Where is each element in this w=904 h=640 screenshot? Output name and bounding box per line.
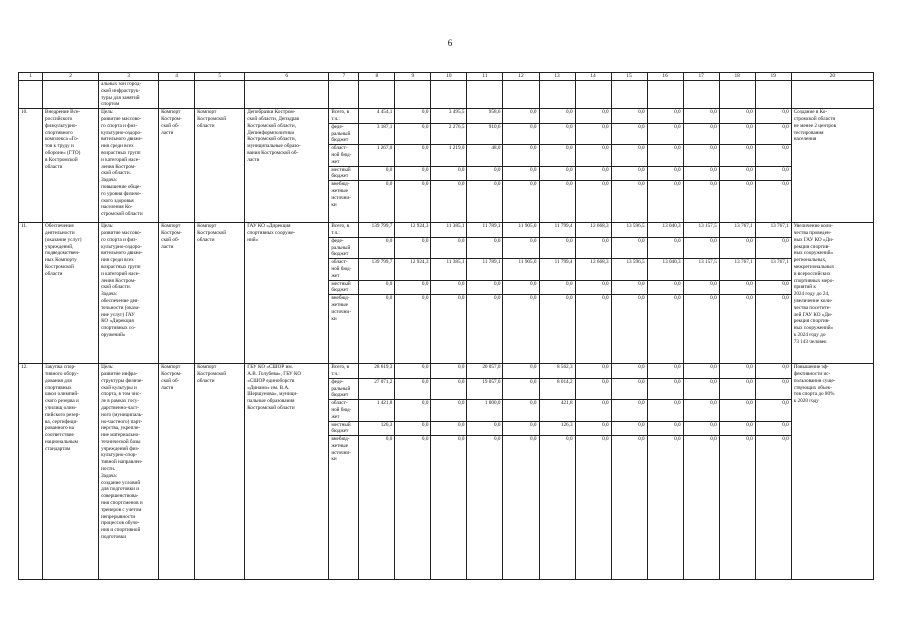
funding-value: 0,0 bbox=[719, 237, 755, 258]
funding-source-label: Всего, в т.ч.: bbox=[329, 223, 359, 238]
funding-value: 0,0 bbox=[719, 109, 755, 124]
funding-value: 0,0 bbox=[359, 436, 395, 580]
funding-value: 12 924,3 bbox=[395, 223, 431, 238]
funding-value: 1 219,0 bbox=[431, 145, 467, 166]
column-number-20: 20 bbox=[791, 73, 873, 81]
activity-participants: ГБУ КО «СШОР им. А.В. Голубева», ГБУ КО «СШОР единоборств «Динамо» им. В.А. Шершунова», муници- пальные образования Костромской области bbox=[245, 364, 329, 580]
funding-value: 0,0 bbox=[755, 378, 791, 399]
funding-value: 0,0 bbox=[683, 237, 719, 258]
funding-value: 0,0 bbox=[647, 237, 683, 258]
funding-value: 13 767,1 bbox=[755, 223, 791, 238]
funding-value: 11 789,1 bbox=[467, 223, 503, 238]
funding-value: 11 385,1 bbox=[431, 223, 467, 238]
funding-value: 0,0 bbox=[755, 436, 791, 580]
funding-value: 0,0 bbox=[467, 181, 503, 223]
funding-value: 0,0 bbox=[359, 237, 395, 258]
funding-value: 27 071,2 bbox=[359, 378, 395, 399]
funding-value: 0,0 bbox=[503, 237, 539, 258]
funding-value: 0,0 bbox=[395, 237, 431, 258]
funding-source-label: област- ной бюд- жет bbox=[329, 145, 359, 166]
funding-value: 0,0 bbox=[611, 123, 647, 144]
funding-value: 1 000,0 bbox=[467, 400, 503, 421]
funding-value: 11 385,1 bbox=[431, 259, 467, 280]
funding-value: 0,0 bbox=[647, 123, 683, 144]
funding-value: 0,0 bbox=[683, 378, 719, 399]
funding-value: 11 789,1 bbox=[467, 259, 503, 280]
funding-value: 0,0 bbox=[359, 181, 395, 223]
funding-value: 0,0 bbox=[575, 436, 611, 580]
funding-source-label: феде- ральный бюджет bbox=[329, 237, 359, 258]
funding-value: 0,0 bbox=[719, 181, 755, 223]
funding-value: 0,0 bbox=[575, 109, 611, 124]
funding-value: 0,0 bbox=[611, 378, 647, 399]
funding-value: 0,0 bbox=[539, 166, 575, 181]
funding-value: 910,6 bbox=[467, 123, 503, 144]
funding-value: 0,0 bbox=[431, 421, 467, 436]
funding-source-label: област- ной бюд- жет bbox=[329, 259, 359, 280]
funding-source-label: област- ной бюд- жет bbox=[329, 400, 359, 421]
column-number-7: 7 bbox=[329, 73, 359, 81]
column-number-16: 16 bbox=[647, 73, 683, 81]
funding-value: 0,0 bbox=[647, 295, 683, 364]
funding-value: 12 668,3 bbox=[575, 223, 611, 238]
funding-value: 0,0 bbox=[539, 295, 575, 364]
funding-value: 13 767,1 bbox=[755, 259, 791, 280]
funding-value: 0,0 bbox=[575, 280, 611, 295]
activity-name: Внедрение Все- российского физкультурно- спортивного комплекса «Го- тов к труду и обороне» (ГТО) в Костромской области bbox=[43, 109, 99, 223]
funding-value: 3 187,1 bbox=[359, 123, 395, 144]
column-number-row bbox=[19, 73, 874, 81]
funding-source-label: Всего, в т.ч.: bbox=[329, 109, 359, 124]
activity-goal: Цель: развитие инфра- структуры физиче- ской культуры и спорта, в том чис- ле в рамках госу- дарственно-част- ного (муниципаль- но-частного) парт- нерства, укрепле- ние материально- технической базы учреждений физ- культурно-спор- тивной направлен- ности. Задача: создание условий для подготовки и совершенствова- ния спортсменов и тренеров с учетом непрерывности процессов обуче- ния и спортивной подготовки bbox=[99, 364, 159, 580]
funding-value: 19 057,0 bbox=[467, 378, 503, 399]
funding-value: 0,0 bbox=[611, 166, 647, 181]
funding-value: 13 767,1 bbox=[719, 223, 755, 238]
funding-value: 1 421,8 bbox=[359, 400, 395, 421]
funding-value: 0,0 bbox=[575, 295, 611, 364]
funding-value: 0,0 bbox=[611, 364, 647, 379]
funding-value: 0,0 bbox=[467, 421, 503, 436]
funding-value: 0,0 bbox=[431, 378, 467, 399]
funding-source-label: местный бюджет bbox=[329, 166, 359, 181]
funding-value: 139 799,7 bbox=[359, 223, 395, 238]
funding-value: 0,0 bbox=[503, 181, 539, 223]
table-row bbox=[19, 223, 874, 238]
funding-value: 0,0 bbox=[755, 364, 791, 379]
funding-value: 0,0 bbox=[395, 364, 431, 379]
funding-value: 0,0 bbox=[395, 123, 431, 144]
funding-value: 0,0 bbox=[575, 378, 611, 399]
column-number-1: 1 bbox=[19, 73, 43, 81]
column-number-13: 13 bbox=[539, 73, 575, 81]
funding-value: 0,0 bbox=[719, 145, 755, 166]
funding-value: 0,0 bbox=[719, 400, 755, 421]
funding-value: 12 668,3 bbox=[575, 259, 611, 280]
activity-participants: ГАУ КО «Дирекция спортивных сооруже- ний» bbox=[245, 223, 329, 364]
funding-value: 0,0 bbox=[503, 123, 539, 144]
column-number-8: 8 bbox=[359, 73, 395, 81]
funding-value: 13 157,5 bbox=[683, 223, 719, 238]
column-number-2: 2 bbox=[43, 73, 99, 81]
funding-value: 0,0 bbox=[467, 295, 503, 364]
funding-value: 0,0 bbox=[539, 237, 575, 258]
column-number-5: 5 bbox=[195, 73, 245, 81]
funding-value: 0,0 bbox=[755, 400, 791, 421]
activity-goal: Цель: развитие массово- го спорта и физ- культурно-оздоро- вительного движе- ния среди всех возрастных групп и категорий насе- ления Костром- ской области. Задача: повышение обще- го уровня физиче- ского здоровья населения Ко- стромской области bbox=[99, 109, 159, 223]
funding-value: 0,0 bbox=[575, 237, 611, 258]
funding-value: 0,0 bbox=[683, 181, 719, 223]
funding-value: 0,0 bbox=[647, 364, 683, 379]
funding-value: 0,0 bbox=[683, 166, 719, 181]
column-number-4: 4 bbox=[159, 73, 195, 81]
funding-value: 0,0 bbox=[575, 166, 611, 181]
funding-value: 0,0 bbox=[611, 145, 647, 166]
column-number-10: 10 bbox=[431, 73, 467, 81]
funding-source-label: Всего, в т.ч.: bbox=[329, 364, 359, 379]
funding-value: 0,0 bbox=[359, 295, 395, 364]
funding-value: 0,0 bbox=[611, 436, 647, 580]
funding-value: 0,0 bbox=[359, 166, 395, 181]
funding-value: 0,0 bbox=[431, 364, 467, 379]
funding-source-label: внебюд- жетные источни- ки bbox=[329, 181, 359, 223]
funding-value: 0,0 bbox=[719, 280, 755, 295]
funding-value: 20 057,0 bbox=[467, 364, 503, 379]
funding-value: 0,0 bbox=[395, 145, 431, 166]
funding-value: 0,0 bbox=[683, 400, 719, 421]
table-row bbox=[19, 109, 874, 124]
funding-value: 0,0 bbox=[611, 237, 647, 258]
funding-value: 0,0 bbox=[683, 123, 719, 144]
funding-value: 0,0 bbox=[755, 181, 791, 223]
funding-value: 13 040,3 bbox=[647, 259, 683, 280]
funding-value: 4 454,1 bbox=[359, 109, 395, 124]
funding-value: 0,0 bbox=[395, 378, 431, 399]
funding-value: 0,0 bbox=[503, 364, 539, 379]
column-number-12: 12 bbox=[503, 73, 539, 81]
funding-value: 0,0 bbox=[539, 145, 575, 166]
funding-value: 139 799,7 bbox=[359, 259, 395, 280]
funding-value: 0,0 bbox=[431, 166, 467, 181]
funding-value: 0,0 bbox=[575, 123, 611, 144]
carry-over-row bbox=[19, 81, 874, 109]
row-number: 11. bbox=[19, 223, 43, 364]
activity-goal: Цель: развитие массово- го спорта и физ- культурно-оздоро- вительного движе- ния среди всех возрастных групп и категорий насе- ления Костром- ской области. Задача: обеспечение дея- тельности (оказа- ние услуг) ГАУ КО «Дирекция спортивных со- оружений» bbox=[99, 223, 159, 364]
column-number-6: 6 bbox=[245, 73, 329, 81]
funding-value: 0,0 bbox=[539, 123, 575, 144]
funding-value: 0,0 bbox=[611, 181, 647, 223]
funding-value: 0,0 bbox=[755, 166, 791, 181]
funding-value: 0,0 bbox=[755, 295, 791, 364]
activity-name: Закупка спор- тивного обору- дования для спортивных школ олимпий- ского резерва и училищ олим- пийского резер- ва, сертифици- рованного на соответствие национальным стандартам bbox=[43, 364, 99, 580]
funding-value: 11 905,0 bbox=[503, 223, 539, 238]
funding-value: 0,0 bbox=[755, 280, 791, 295]
funding-value: 0,0 bbox=[719, 378, 755, 399]
funding-value: 0,0 bbox=[647, 436, 683, 580]
funding-value: 0,0 bbox=[647, 378, 683, 399]
table-row bbox=[19, 364, 874, 379]
funding-value: 0,0 bbox=[611, 400, 647, 421]
activity-executor: Компорт Костромской области bbox=[195, 109, 245, 223]
funding-value: 13 157,5 bbox=[683, 259, 719, 280]
funding-source-label: феде- ральный бюджет bbox=[329, 123, 359, 144]
funding-value: 0,0 bbox=[683, 436, 719, 580]
funding-value: 0,0 bbox=[575, 145, 611, 166]
funding-value: 0,0 bbox=[683, 109, 719, 124]
funding-value: 12 924,3 bbox=[395, 259, 431, 280]
funding-value: 0,0 bbox=[503, 400, 539, 421]
funding-source-label: внебюд- жетные источни- ки bbox=[329, 295, 359, 364]
funding-value: 0,0 bbox=[683, 280, 719, 295]
funding-value: 0,0 bbox=[647, 166, 683, 181]
funding-value: 0,0 bbox=[719, 166, 755, 181]
funding-value: 0,0 bbox=[647, 109, 683, 124]
funding-value: 2 276,5 bbox=[431, 123, 467, 144]
activity-participants: Депобразки Костром- ской области, Депздрав Костромской области, Депинформполитики Костромской области, муниципальные образо- вания Костромской об- ласти bbox=[245, 109, 329, 223]
funding-source-label: внебюд- жетные источни- ки bbox=[329, 436, 359, 580]
column-number-9: 9 bbox=[395, 73, 431, 81]
funding-value: 0,0 bbox=[575, 181, 611, 223]
funding-value: 11 905,0 bbox=[503, 259, 539, 280]
funding-value: 0,0 bbox=[431, 181, 467, 223]
activity-customer: Компорт Костром- ской об- ласти bbox=[159, 223, 195, 364]
expected-result: Повышение эф- фективности ис- пользования суще- ствующих объек- тов спорта до 80% к 2020 году bbox=[791, 364, 873, 580]
funding-value: 0,0 bbox=[575, 364, 611, 379]
column-number-14: 14 bbox=[575, 73, 611, 81]
funding-value: 0,0 bbox=[719, 123, 755, 144]
funding-value: 0,0 bbox=[503, 166, 539, 181]
funding-value: 1 267,0 bbox=[359, 145, 395, 166]
funding-value: 958,6 bbox=[467, 109, 503, 124]
funding-value: 0,0 bbox=[647, 421, 683, 436]
funding-value: 0,0 bbox=[359, 280, 395, 295]
funding-value: 0,0 bbox=[539, 181, 575, 223]
funding-value: 126,3 bbox=[539, 421, 575, 436]
funding-value: 0,0 bbox=[575, 421, 611, 436]
funding-value: 0,0 bbox=[755, 237, 791, 258]
program-activities-table bbox=[18, 72, 874, 580]
funding-value: 0,0 bbox=[431, 400, 467, 421]
funding-value: 0,0 bbox=[395, 280, 431, 295]
funding-value: 0,0 bbox=[539, 109, 575, 124]
row-number: 10. bbox=[19, 109, 43, 223]
funding-value: 0,0 bbox=[395, 295, 431, 364]
funding-value: 0,0 bbox=[395, 109, 431, 124]
funding-value: 0,0 bbox=[719, 364, 755, 379]
activity-executor: Компорт Костромской области bbox=[195, 364, 245, 580]
carry-over-text: альных зон город- ской инфраструк- туры для занятий спортом bbox=[99, 81, 159, 109]
funding-value: 13 596,5 bbox=[611, 223, 647, 238]
funding-value: 0,0 bbox=[431, 280, 467, 295]
funding-source-label: местный бюджет bbox=[329, 421, 359, 436]
funding-value: 0,0 bbox=[467, 436, 503, 580]
funding-value: 8 014,2 bbox=[539, 378, 575, 399]
funding-value: 0,0 bbox=[395, 436, 431, 580]
funding-value: 0,0 bbox=[503, 109, 539, 124]
column-number-17: 17 bbox=[683, 73, 719, 81]
funding-value: 11 799,4 bbox=[539, 259, 575, 280]
funding-value: 13 040,3 bbox=[647, 223, 683, 238]
funding-value: 0,0 bbox=[431, 436, 467, 580]
funding-value: 0,0 bbox=[647, 145, 683, 166]
funding-value: 0,0 bbox=[395, 400, 431, 421]
funding-value: 0,0 bbox=[395, 421, 431, 436]
funding-value: 0,0 bbox=[503, 421, 539, 436]
activity-customer: Компорт Костром- ской об- ласти bbox=[159, 364, 195, 580]
funding-value: 0,0 bbox=[539, 280, 575, 295]
funding-value: 0,0 bbox=[503, 280, 539, 295]
funding-value: 0,0 bbox=[467, 166, 503, 181]
activity-executor: Компорт Костромской области bbox=[195, 223, 245, 364]
funding-value: 0,0 bbox=[719, 295, 755, 364]
funding-value: 0,0 bbox=[467, 280, 503, 295]
funding-value: 0,0 bbox=[683, 295, 719, 364]
column-number-18: 18 bbox=[719, 73, 755, 81]
funding-value: 28 619,3 bbox=[359, 364, 395, 379]
column-number-19: 19 bbox=[755, 73, 791, 81]
funding-value: 0,0 bbox=[431, 295, 467, 364]
funding-value: 3 495,5 bbox=[431, 109, 467, 124]
funding-value: 0,0 bbox=[395, 166, 431, 181]
funding-value: 0,0 bbox=[575, 400, 611, 421]
funding-value: 0,0 bbox=[395, 181, 431, 223]
funding-value: 0,0 bbox=[431, 237, 467, 258]
column-number-15: 15 bbox=[611, 73, 647, 81]
funding-value: 0,0 bbox=[647, 181, 683, 223]
funding-value: 0,0 bbox=[539, 436, 575, 580]
funding-value: 0,0 bbox=[683, 145, 719, 166]
funding-value: 0,0 bbox=[755, 145, 791, 166]
expected-result: Создание в Ко- стромской области не менее 2 центров тестирования населения bbox=[791, 109, 873, 223]
funding-value: 0,0 bbox=[683, 421, 719, 436]
funding-value: 48,0 bbox=[467, 145, 503, 166]
page-number: 6 bbox=[447, 38, 453, 48]
funding-value: 11 799,4 bbox=[539, 223, 575, 238]
funding-value: 0,0 bbox=[611, 421, 647, 436]
row-number: 12. bbox=[19, 364, 43, 580]
funding-value: 13 596,5 bbox=[611, 259, 647, 280]
funding-value: 13 767,1 bbox=[719, 259, 755, 280]
funding-value: 0,0 bbox=[755, 421, 791, 436]
funding-value: 126,3 bbox=[359, 421, 395, 436]
funding-value: 0,0 bbox=[503, 295, 539, 364]
funding-value: 421,8 bbox=[539, 400, 575, 421]
funding-value: 0,0 bbox=[719, 421, 755, 436]
funding-value: 0,0 bbox=[503, 145, 539, 166]
funding-value: 0,0 bbox=[611, 280, 647, 295]
funding-source-label: местный бюджет bbox=[329, 280, 359, 295]
funding-value: 8 562,3 bbox=[539, 364, 575, 379]
funding-value: 0,0 bbox=[503, 436, 539, 580]
column-number-11: 11 bbox=[467, 73, 503, 81]
funding-value: 0,0 bbox=[755, 123, 791, 144]
activity-name: Обеспечение деятельности (оказание услуг) учреждений, подведомствен- ных Компорту Костромской области bbox=[43, 223, 99, 364]
column-number-3: 3 bbox=[99, 73, 159, 81]
funding-value: 0,0 bbox=[503, 378, 539, 399]
funding-value: 0,0 bbox=[467, 237, 503, 258]
funding-value: 0,0 bbox=[647, 400, 683, 421]
expected-result: Увеличение коли- чества проведен- ных ГАУ КО «Ди- рекция спортив- ных сооружений» региональных, межрегиональных и всероссийских спортивных меро- приятий к 2024 году до 24, увеличение коли- чества посетите- лей ГАУ КО «Ди- рекция спортив- ных сооружений» к 2024 году до 73 143 человек bbox=[791, 223, 873, 364]
funding-value: 0,0 bbox=[611, 109, 647, 124]
funding-value: 0,0 bbox=[647, 280, 683, 295]
funding-source-label: феде- ральный бюджет bbox=[329, 378, 359, 399]
funding-value: 0,0 bbox=[719, 436, 755, 580]
activity-customer: Компорт Костром- ской об- ласти bbox=[159, 109, 195, 223]
funding-value: 0,0 bbox=[611, 295, 647, 364]
funding-value: 0,0 bbox=[683, 364, 719, 379]
funding-value: 0,0 bbox=[755, 109, 791, 124]
